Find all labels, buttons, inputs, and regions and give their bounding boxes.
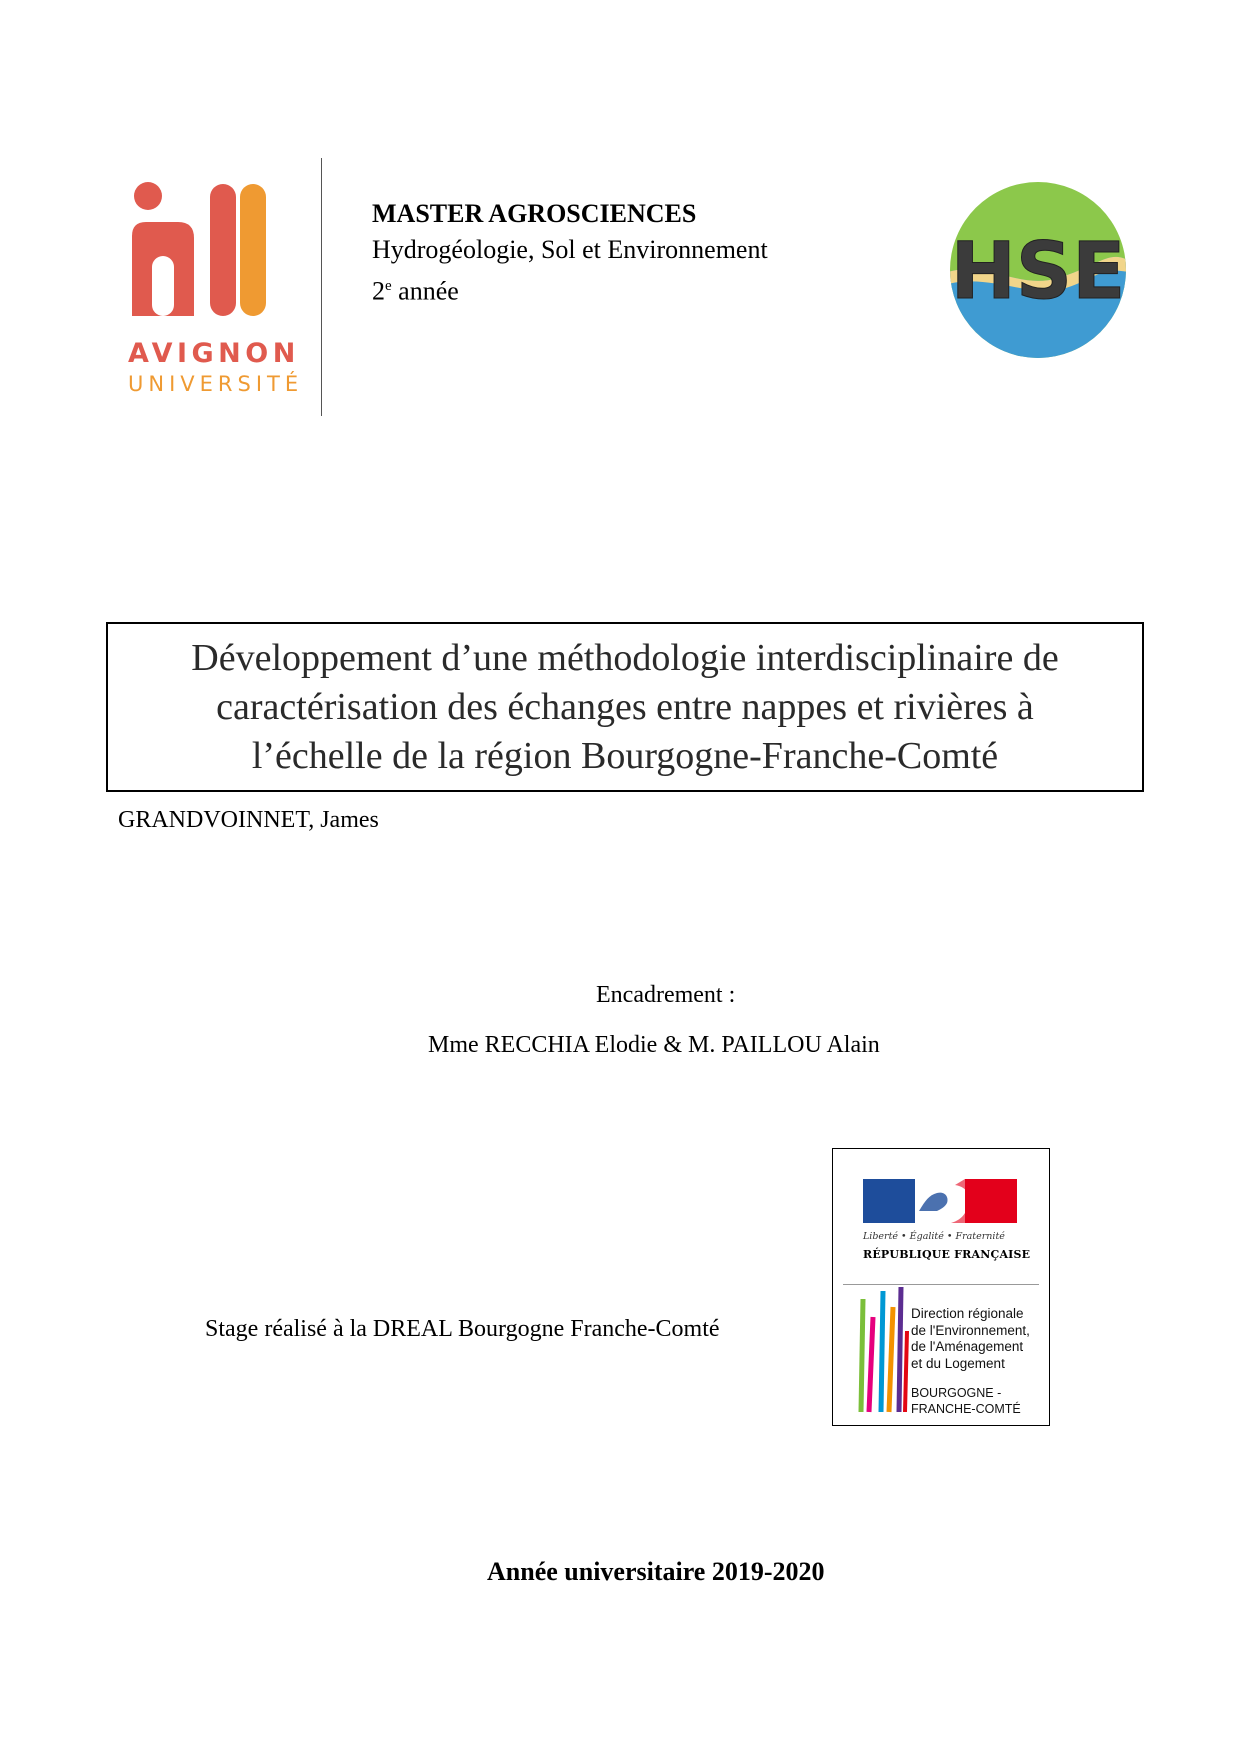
dreal-name — [911, 1306, 1030, 1372]
program-title: MASTER AGROSCIENCES — [372, 199, 697, 228]
report-title-line: l’échelle de la région Bourgogne-Franche-Comté — [251, 734, 999, 777]
year-number: 2 — [372, 276, 385, 306]
program-heading — [372, 196, 768, 310]
dreal-line: et du Logement — [911, 1355, 1005, 1371]
universite-wordmark: UNIVERSITÉ — [128, 372, 304, 396]
avignon-universite-logo — [128, 178, 308, 398]
dreal-region-line: FRANCHE-COMTÉ — [911, 1402, 1021, 1416]
logo-divider — [321, 158, 322, 416]
author-name: GRANDVOINNET, James — [118, 807, 379, 833]
year-word: année — [391, 276, 459, 306]
avignon-mark-icon — [128, 178, 308, 328]
dreal-stripes-icon — [843, 1287, 913, 1422]
avignon-wordmark: AVIGNON — [128, 338, 300, 369]
republique-name: RÉPUBLIQUE FRANÇAISE — [863, 1248, 1031, 1261]
dreal-line: de l'Environnement, — [911, 1322, 1030, 1338]
supervisors-names: Mme RECCHIA Elodie & M. PAILLOU Alain — [428, 1032, 880, 1058]
dreal-region — [911, 1385, 1021, 1417]
supervision-label: Encadrement : — [596, 982, 736, 1008]
republique-motto: Liberté • Égalité • Fraternité — [863, 1231, 1005, 1242]
dreal-line: Direction régionale — [911, 1306, 1024, 1321]
logo-separator — [843, 1284, 1039, 1285]
academic-year-text: Année universitaire 2019-2020 — [487, 1557, 825, 1586]
republique-dreal-logo — [832, 1148, 1050, 1426]
year-suffix: e — [385, 278, 392, 294]
report-title-line: Développement d’une méthodologie interdisciplinaire de — [191, 636, 1059, 679]
hse-logo-text: HSE — [950, 227, 1126, 317]
hse-emblem-icon — [948, 180, 1128, 360]
internship-location: Stage réalisé à la DREAL Bourgogne Franche-Comté — [205, 1316, 720, 1342]
dreal-region-line: BOURGOGNE - — [911, 1386, 1002, 1400]
hse-logo — [948, 180, 1128, 360]
report-title — [125, 634, 1125, 781]
dreal-line: de l'Aménagement — [911, 1339, 1024, 1354]
marianne-flag-icon — [833, 1149, 1051, 1229]
program-specialty: Hydrogéologie, Sol et Environnement — [372, 235, 768, 264]
report-title-line: caractérisation des échanges entre nappes et rivières à — [216, 685, 1034, 728]
report-title-box — [106, 622, 1144, 792]
program-year — [372, 268, 768, 310]
